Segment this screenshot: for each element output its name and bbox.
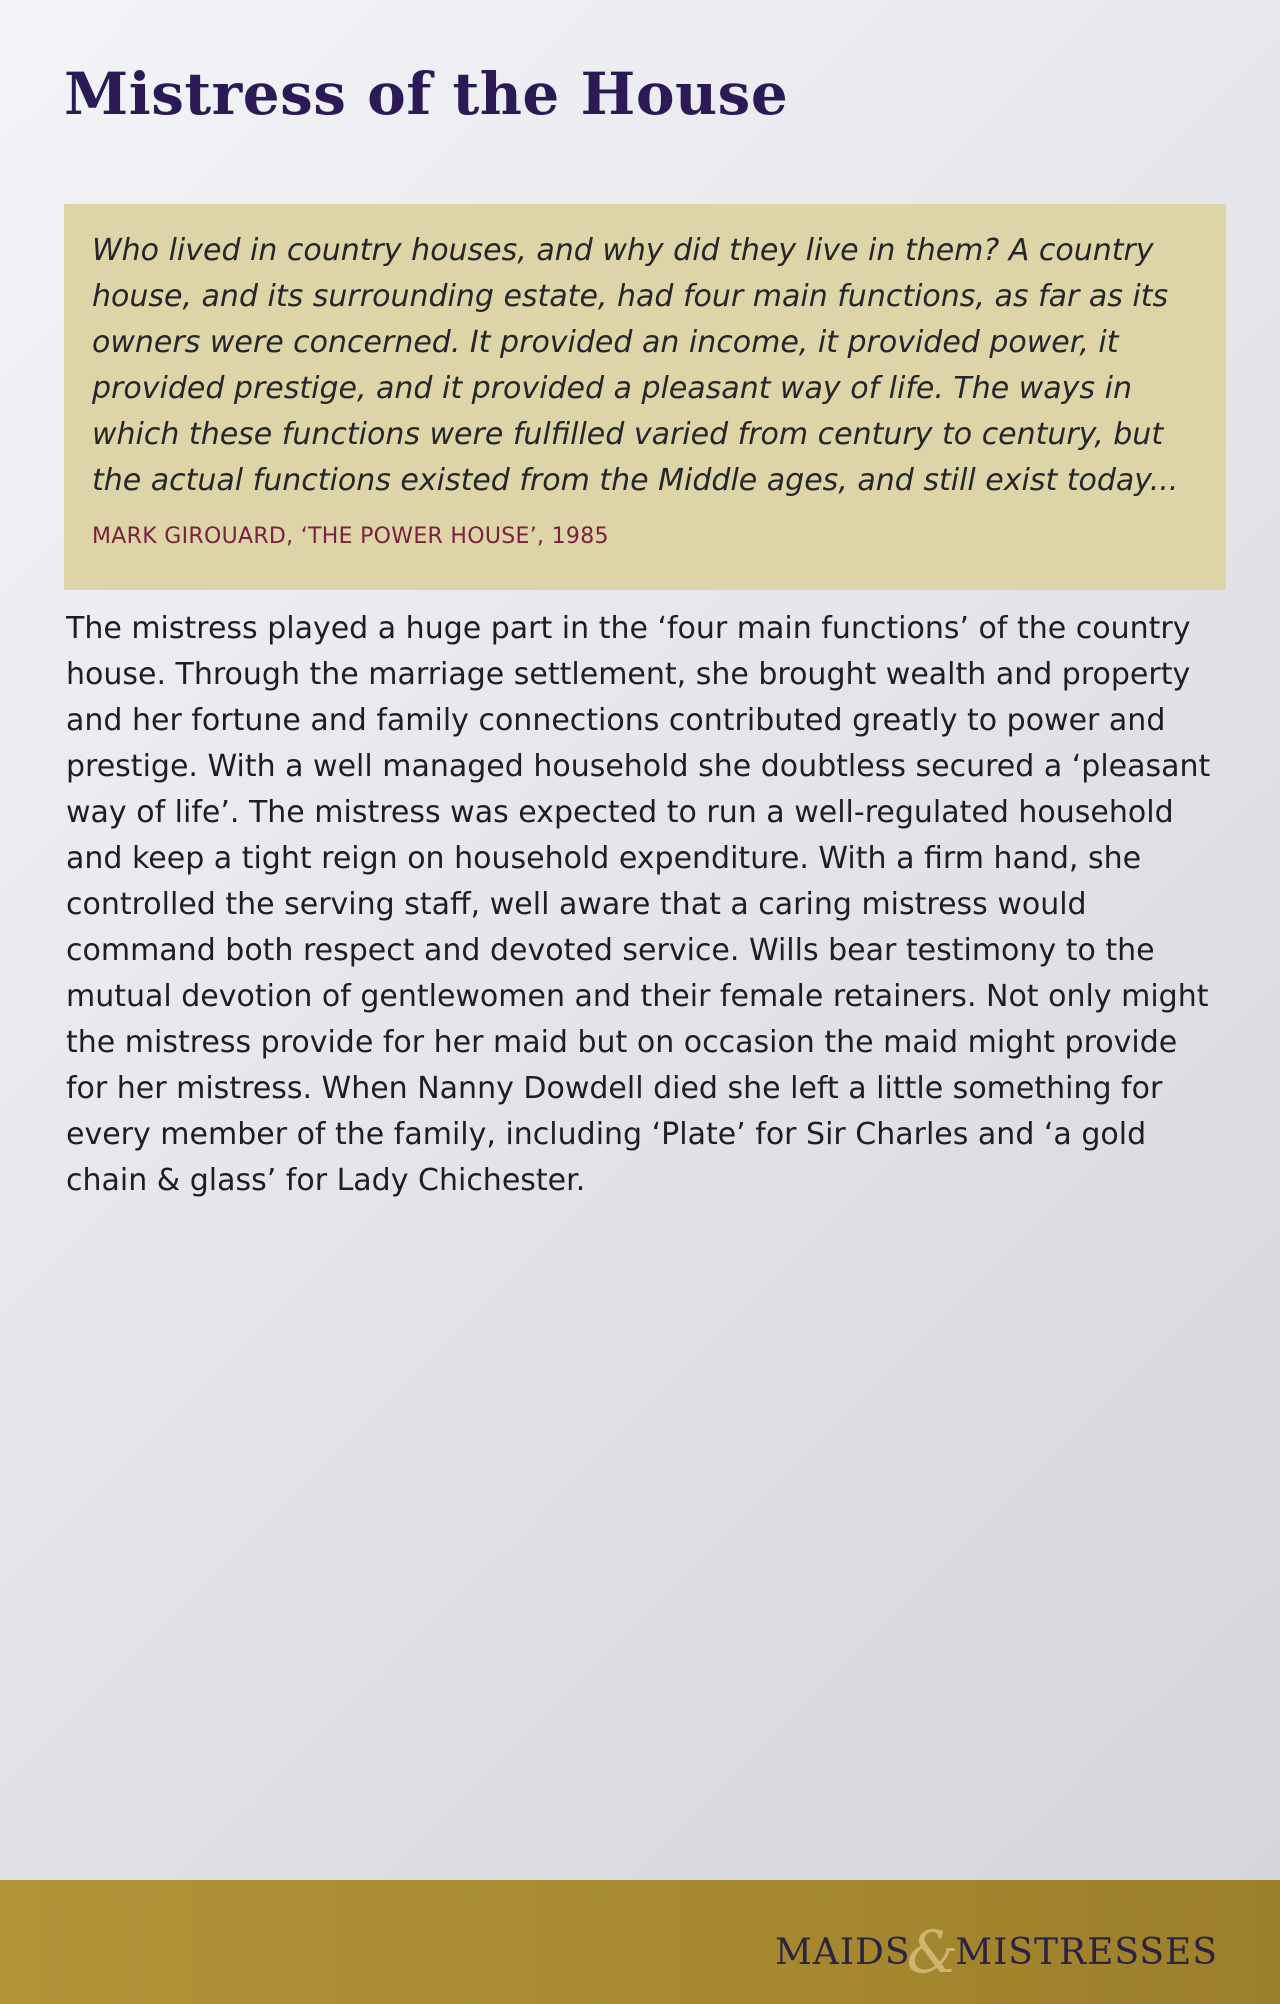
maids-mistresses-logo — [775, 1918, 1218, 1986]
logo-text-mistresses: MISTRESSES — [955, 1932, 1218, 1973]
logo-text-maids: MAIDS — [774, 1932, 911, 1973]
page-title: Mistress of the House — [64, 60, 789, 128]
quote-source: MARK GIROUARD, ‘THE POWER HOUSE’, 1985 — [92, 524, 609, 549]
footer-band — [0, 1880, 1280, 2004]
logo-ampersand: & — [906, 1918, 960, 1986]
quote-box — [64, 204, 1226, 590]
body-paragraph: The mistress played a huge part in the ‘four main functions’ of the country house. Through the marriage settlement, she brought wealth and property and her fortune and family connections contributed greatly to power and prestige. With a well managed household she doubtless secured a ‘pleasant way of life’. The mistress was expected to run a well-regulated household and keep a tight reign on household expenditure. With a firm hand, she controlled the serving staff, well aware that a caring mistress would command both respect and devoted service. Wills bear testimony to the mutual devotion of gentlewomen and their female retainers. Not only might the mistress provide for her maid but on occasion the maid might provide for her mistress. When Nanny Dowdell died she left a little something for every member of the family, including ‘Plate’ for Sir Charles and ‘a gold chain & glass’ for Lady Chichester. — [66, 611, 1211, 1198]
quote-text: Who lived in country houses, and why did they live in them? A country house, and its surrounding estate, had four main functions, as far as its owners were concerned. It provided an income, it provided power, it provided prestige, and it provided a pleasant way of life. The ways in which these functions were fulfilled varied from century to century, but the actual functions existed from the Middle ages, and still exist today... — [92, 233, 1179, 498]
